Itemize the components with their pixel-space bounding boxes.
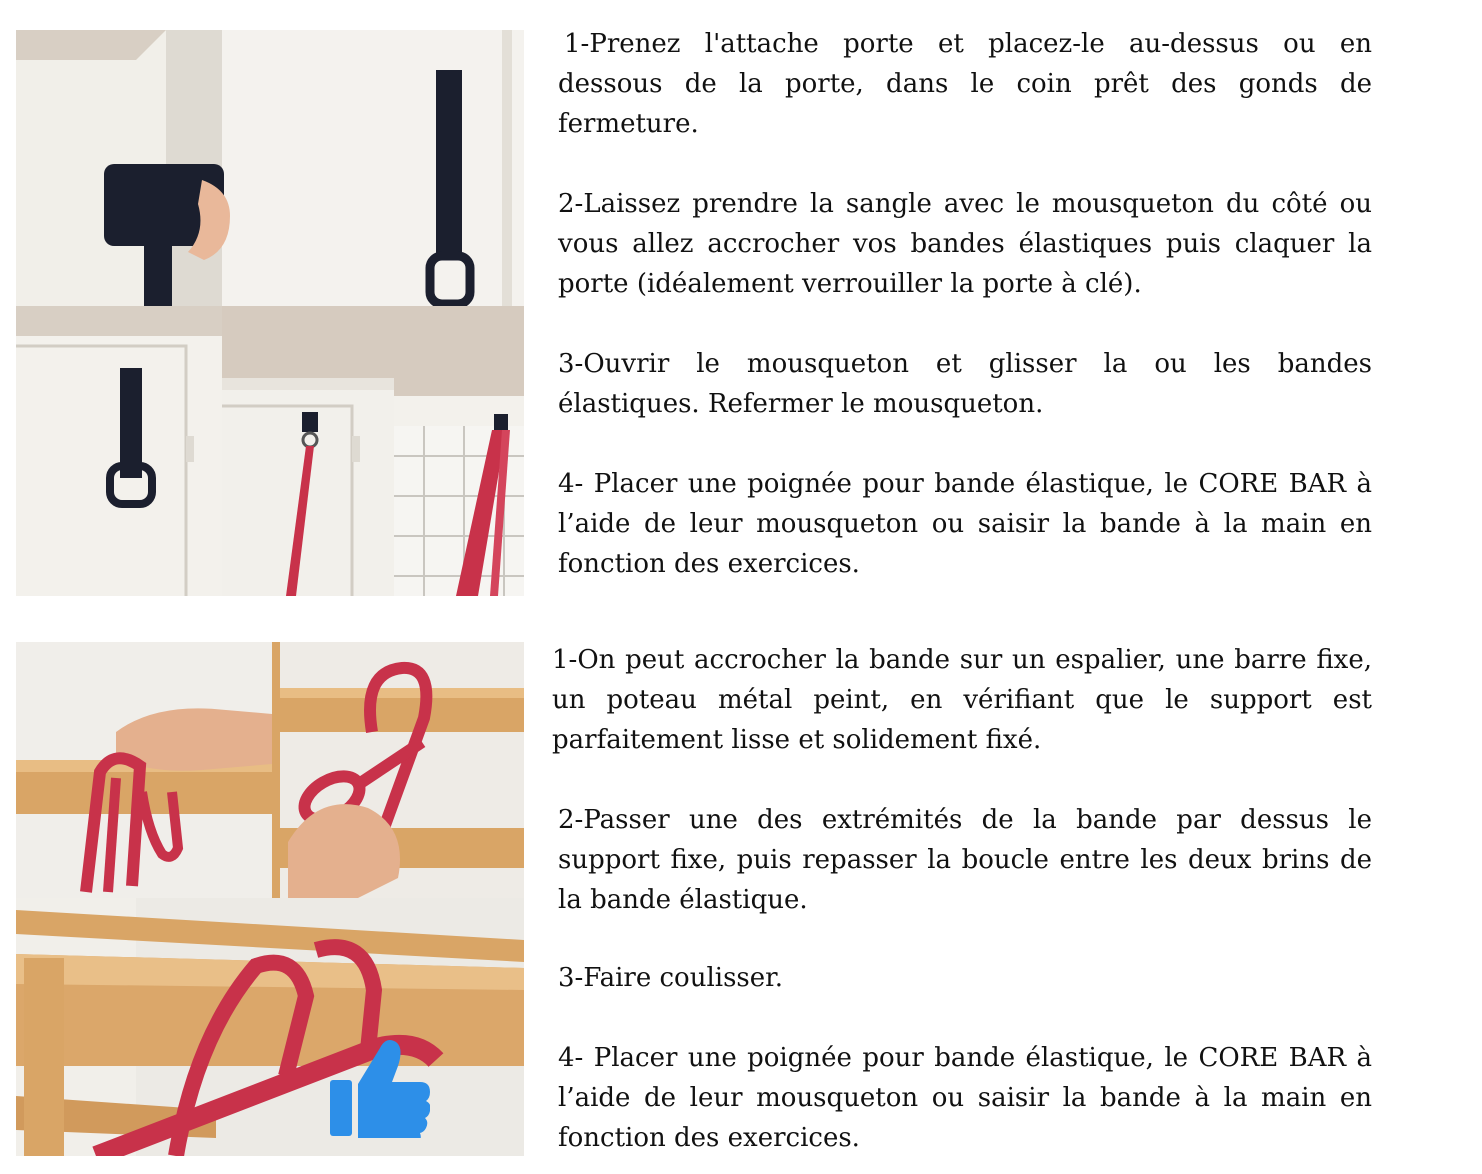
- section2-step2: 2-Passer une des extrémités de la bande par dessus le support fixe, puis repasser la boucle entre les deux brins de la bande élastique.: [558, 805, 1372, 915]
- photo-door-anchor-top: [16, 30, 524, 306]
- section2-step4: 4- Placer une poignée pour bande élastique, le CORE BAR à l’aide de leur mousqueton ou saisir la bande à la main en fonction des exercices.: [558, 1043, 1372, 1153]
- thumbs-up-icon: [328, 1034, 430, 1138]
- section1-step2: 2-Laissez prendre la sangle avec le mousqueton du côté ou vous allez accrocher vos bandes élastiques puis claquer la porte (idéalement verrouiller la porte à clé).: [558, 189, 1372, 299]
- photo-bar-band-knot: [16, 898, 524, 1156]
- photo-bar-loop-hand: [272, 642, 524, 898]
- photo-door-strap: [16, 306, 222, 596]
- photo-door-band-tiles: [394, 306, 524, 596]
- section1-step4: 4- Placer une poignée pour bande élastique, le CORE BAR à l’aide de leur mousqueton ou saisir la bande à la main en fonction des exercices.: [558, 469, 1372, 579]
- section2-step1: 1-On peut accrocher la bande sur un espalier, une barre fixe, un poteau métal peint, en vérifiant que le support est parfaitement lisse et solidement fixé.: [552, 645, 1372, 755]
- section1-step3: 3-Ouvrir le mousqueton et glisser la ou les bandes élastiques. Refermer le mousqueton.: [558, 349, 1372, 419]
- section2-step3: 3-Faire coulisser.: [558, 963, 783, 993]
- section1-step1: 1-Prenez l'attache porte et placez-le au-dessus ou en dessous de la porte, dans le coin prêt des gonds de fermeture.: [558, 29, 1372, 139]
- photo-bar-hand-band: [16, 642, 272, 898]
- photo-door-band-carabiner: [222, 306, 394, 596]
